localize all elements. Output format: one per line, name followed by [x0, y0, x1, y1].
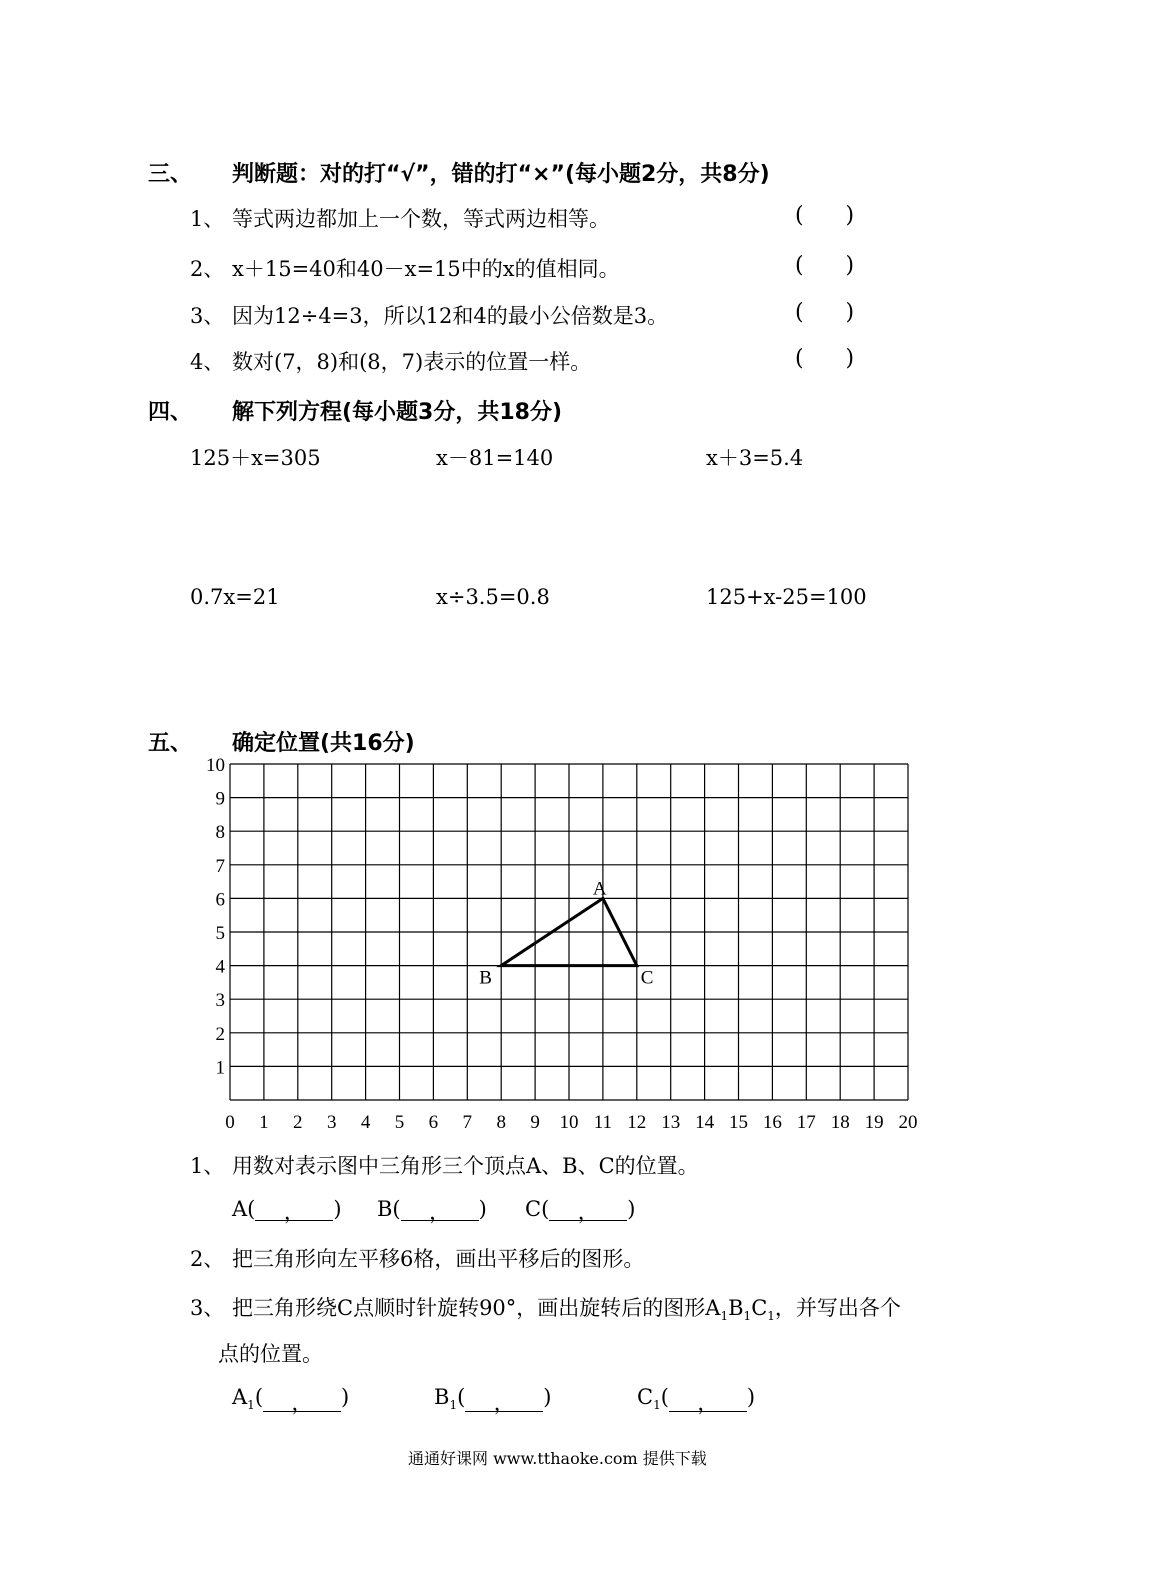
answer-c1: $C_1$( ， ) — [637, 1385, 756, 1416]
answer-b: B( ， ) — [377, 1197, 487, 1224]
section3-title: 判断题：对的打“√”，错的打“×”(每小题2分，共8分) — [232, 162, 770, 187]
vertex-label-a: A — [592, 878, 607, 900]
answer-b1: $B_1$( ， ) — [434, 1385, 552, 1416]
coordinate-grid-svg[interactable] — [190, 755, 940, 1140]
section3-item-3-answer-paren[interactable]: ( ) — [795, 300, 855, 325]
coordinate-grid[interactable] — [190, 755, 940, 1144]
x-tick-label: 17 — [796, 1112, 816, 1133]
x-tick-label: 4 — [360, 1112, 371, 1133]
x-tick-label: 1 — [259, 1112, 269, 1133]
equation-5: x÷3.5=0.8 — [436, 585, 550, 609]
x-tick-label: 8 — [496, 1112, 506, 1133]
y-tick-label: 7 — [215, 855, 225, 877]
section5-number: 五、 — [148, 731, 193, 756]
equation-2: x－81=140 — [436, 446, 554, 470]
section3-item-1-number: 1、 — [190, 207, 225, 231]
x-tick-label: 13 — [661, 1112, 681, 1133]
vertex-label-b: B — [479, 967, 492, 989]
answer-a-label: A( — [232, 1197, 256, 1221]
section4-title: 解下列方程(每小题3分，共18分) — [232, 400, 563, 425]
answer-b1-blank[interactable]: ， — [465, 1387, 543, 1412]
section5-q3-text-line2: 点的位置。 — [218, 1342, 323, 1366]
section3-item-1-text: 等式两边都加上一个数，等式两边相等。 — [232, 207, 610, 231]
x-tick-label: 3 — [326, 1112, 337, 1133]
answer-c-label: C( — [525, 1197, 550, 1221]
section4-number: 四、 — [148, 400, 193, 425]
section3-number: 三、 — [148, 162, 193, 187]
x-tick-label: 16 — [762, 1112, 782, 1133]
section5-q3-text: 把三角形绕C点顺时针旋转90°，画出旋转后的图形$A_1B_1C_1$，并写出各个 — [232, 1296, 901, 1324]
section3-item-4-answer-paren[interactable]: ( ) — [795, 346, 855, 371]
section3-item-3-text: 因为12÷4=3，所以12和4的最小公倍数是3。 — [232, 304, 669, 328]
answer-a1: $A_1$( ， ) — [232, 1385, 350, 1416]
x-tick-label: 11 — [593, 1112, 613, 1133]
section3-item-1-answer-paren[interactable]: ( ) — [795, 203, 855, 228]
x-tick-label: 6 — [428, 1112, 439, 1133]
footer-text: 通通好课网 www.tthaoke.com 提供下载 — [408, 1449, 707, 1468]
y-tick-label: 2 — [215, 1023, 225, 1045]
x-tick-label: 5 — [394, 1112, 405, 1133]
equation-3: x＋3=5.4 — [706, 446, 804, 470]
section5-q3-number: 3、 — [190, 1296, 225, 1320]
section5-q2-number: 2、 — [190, 1247, 225, 1271]
answer-a: A( ， ) — [232, 1197, 342, 1224]
answer-b-label: B( — [377, 1197, 401, 1221]
section5-q1-number: 1、 — [190, 1154, 225, 1178]
section5-q2-text: 把三角形向左平移6格，画出平移后的图形。 — [232, 1247, 645, 1271]
section3-item-4-text: 数对(7，8)和(8，7)表示的位置一样。 — [232, 350, 592, 374]
section3-item-3-number: 3、 — [190, 304, 225, 328]
x-tick-label: 2 — [293, 1112, 303, 1133]
answer-c1-blank[interactable]: ， — [669, 1387, 747, 1412]
y-tick-label: 1 — [215, 1057, 225, 1079]
x-tick-label: 19 — [864, 1112, 884, 1133]
y-tick-label: 9 — [215, 788, 225, 810]
section5-title: 确定位置(共16分) — [232, 731, 415, 756]
answer-c: C( ， ) — [525, 1197, 636, 1224]
equation-1: 125＋x=305 — [190, 446, 321, 470]
equation-6: 125+x-25=100 — [706, 585, 867, 609]
y-tick-label: 8 — [215, 822, 225, 844]
y-tick-label: 10 — [206, 755, 225, 776]
x-tick-label: 10 — [559, 1112, 579, 1133]
y-tick-label: 6 — [215, 889, 225, 911]
answer-a1-blank[interactable]: ， — [263, 1387, 341, 1412]
section3-item-2-number: 2、 — [190, 257, 225, 281]
answer-a-blank[interactable]: ， — [255, 1196, 333, 1221]
x-tick-label: 14 — [695, 1112, 715, 1133]
answer-b-blank[interactable]: ， — [401, 1196, 479, 1221]
section3-item-4-number: 4、 — [190, 350, 225, 374]
x-tick-label: 15 — [729, 1112, 748, 1133]
answer-c-blank[interactable]: ， — [549, 1196, 627, 1221]
section3-item-2-text: x＋15=40和40－x=15中的x的值相同。 — [232, 257, 620, 281]
y-tick-label: 4 — [215, 956, 225, 978]
y-tick-label: 3 — [215, 990, 225, 1012]
x-tick-label: 9 — [530, 1112, 540, 1133]
x-tick-label: 0 — [225, 1112, 235, 1133]
x-tick-label: 20 — [898, 1112, 918, 1133]
section3-item-2-answer-paren[interactable]: ( ) — [795, 253, 855, 278]
equation-4: 0.7x=21 — [190, 585, 280, 609]
y-tick-label: 5 — [215, 923, 225, 944]
x-tick-label: 7 — [462, 1112, 473, 1133]
x-tick-label: 18 — [830, 1112, 850, 1133]
section5-q1-text: 用数对表示图中三角形三个顶点A、B、C的位置。 — [232, 1154, 699, 1178]
vertex-label-c: C — [640, 967, 654, 989]
x-tick-label: 12 — [627, 1112, 647, 1133]
